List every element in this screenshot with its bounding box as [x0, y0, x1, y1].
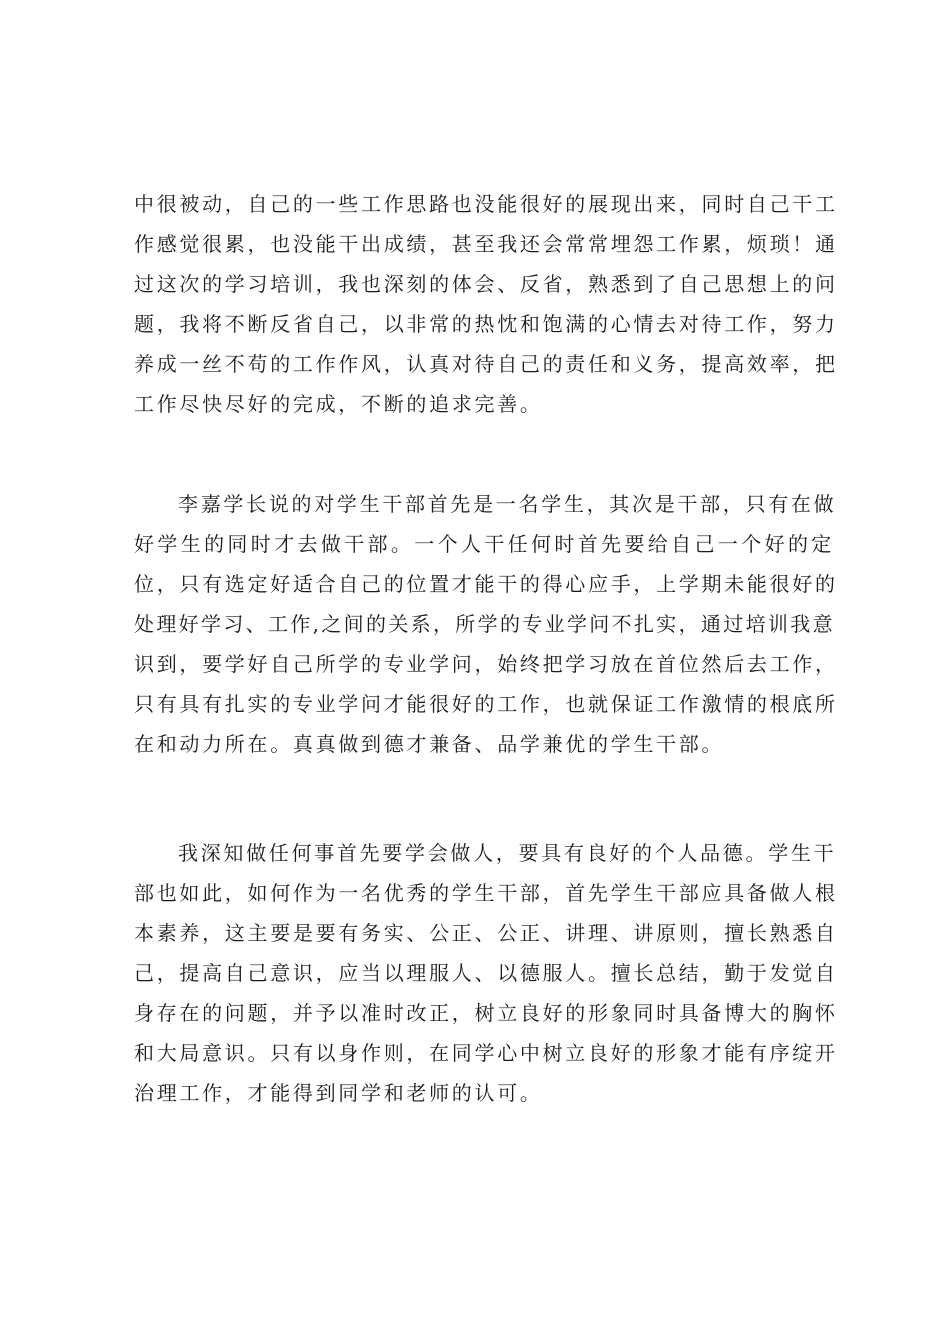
paragraph-3 — [134, 833, 838, 1113]
text-line: 中很被动，自己的一些工作思路也没能很好的展现出来，同时自己干工 — [134, 192, 838, 216]
text-line: 养成一丝不苟的工作作风，认真对待自己的责任和义务，提高效率，把 — [134, 352, 838, 376]
text-line: 位，只有选定好适合自己的位置才能干的得心应手，上学期未能很好的 — [134, 572, 838, 596]
text-line: 己，提高自己意识，应当以理服人、以德服人。擅长总结，勤于发觉自 — [134, 961, 838, 985]
text-line: 作感觉很累，也没能干出成绩，甚至我还会常常埋怨工作累，烦琐！通 — [134, 232, 838, 256]
text-line: 工作尽快尽好的完成，不断的追求完善。 — [134, 392, 543, 416]
text-line: 好学生的同时才去做干部。一个人干任何时首先要给自己一个好的定 — [134, 532, 834, 556]
text-line: 我深知做任何事首先要学会做人，要具有良好的个人品德。学生干 — [178, 841, 837, 865]
text-line: 过这次的学习培训，我也深刻的体会、反省，熟悉到了自己思想上的问 — [134, 272, 838, 296]
text-line: 部也如此，如何作为一名优秀的学生干部，首先学生干部应具备做人根 — [134, 881, 838, 905]
text-line: 题，我将不断反省自己，以非常的热忱和饱满的心情去对待工作，努力 — [134, 312, 838, 336]
paragraph-1 — [134, 184, 838, 424]
text-line: 处理好学习、工作,之间的关系，所学的专业学问不扎实，通过培训我意 — [134, 612, 834, 636]
paragraph-2 — [134, 484, 838, 764]
text-line: 李嘉学长说的对学生干部首先是一名学生，其次是干部，只有在做 — [178, 492, 837, 516]
text-line: 只有具有扎实的专业学问才能很好的工作，也就保证工作激情的根底所 — [134, 692, 838, 716]
text-line: 识到，要学好自己所学的专业学问，始终把学习放在首位然后去工作， — [134, 652, 838, 676]
text-line: 本素养，这主要是要有务实、公正、公正、讲理、讲原则，擅长熟悉自 — [134, 921, 838, 945]
text-line: 和大局意识。只有以身作则，在同学心中树立良好的形象才能有序绽开 — [134, 1041, 838, 1065]
text-line: 身存在的问题，并予以准时改正，树立良好的形象同时具备博大的胸怀 — [134, 1001, 838, 1025]
text-line: 在和动力所在。真真做到德才兼备、品学兼优的学生干部。 — [134, 732, 725, 756]
text-line: 治理工作，才能得到同学和老师的认可。 — [134, 1081, 543, 1105]
